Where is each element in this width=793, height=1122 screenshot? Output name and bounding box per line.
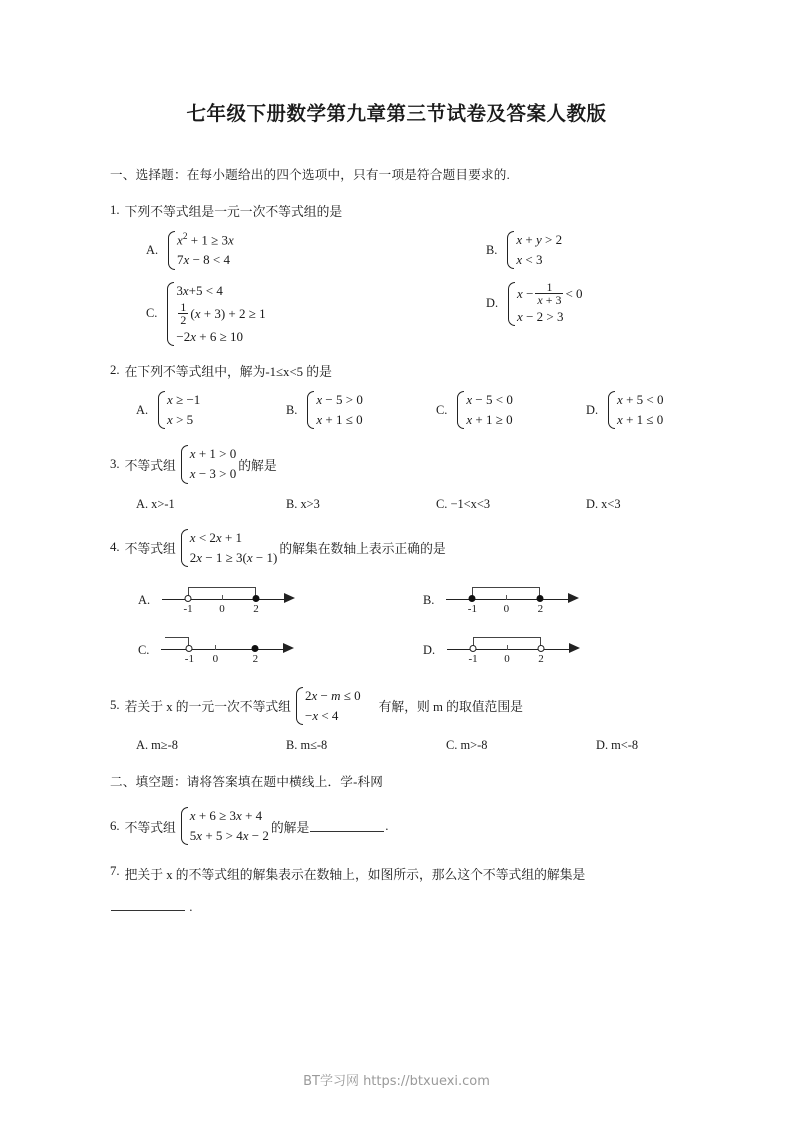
question-4-option-a[interactable]: A. -1 0 2 — [138, 582, 423, 620]
brace-icon — [504, 230, 513, 270]
arrow-head-icon — [569, 643, 580, 653]
tick-0 — [506, 595, 507, 600]
brace-icon — [605, 390, 614, 430]
question-2-number: 2. — [110, 362, 120, 377]
question-1-number: 1. — [110, 203, 120, 217]
question-7-trailing: . — [189, 900, 193, 915]
number-line-figure-a: -1 0 2 — [158, 582, 308, 620]
question-4-option-d[interactable]: D. -1 0 2 — [423, 632, 593, 670]
arrow-head-icon — [283, 643, 294, 653]
question-5-answer-a[interactable]: A. m≥-8 — [136, 738, 178, 753]
question-7-number: 7. — [110, 864, 120, 879]
math-system: x + 5 < 0 x + 1 ≤ 0 — [605, 390, 663, 430]
question-4 — [108, 528, 688, 670]
question-1 — [108, 201, 688, 347]
question-6-stem-suffix: 的解是 — [270, 820, 310, 835]
question-6-number: 6. — [110, 818, 120, 833]
question-6-stem-prefix: 不等式组 — [124, 820, 176, 835]
endpoint-filled-right — [537, 595, 544, 602]
axis-line — [447, 649, 571, 650]
page-title: 七年级下册数学第九章第三节试卷及答案人教版 — [186, 104, 607, 125]
question-2-stem: 在下列不等式组中，解为-1≤x<5 的是 — [124, 364, 332, 379]
question-3 — [108, 444, 688, 511]
question-4-option-c[interactable]: C. -1 0 2 — [138, 632, 423, 670]
endpoint-open-left — [470, 645, 477, 652]
question-4-stem-prefix: 不等式组 — [124, 542, 176, 557]
endpoint-filled-left — [469, 595, 476, 602]
question-7-stem: 把关于 x 的不等式组的解集表示在数轴上，如图所示，那么这个不等式组的解集是 — [124, 868, 586, 883]
endpoint-open-right — [538, 645, 545, 652]
footer-watermark: BT学习网 https://btxuexi.com — [303, 1074, 490, 1089]
math-system: x + 6 ≥ 3x + 4 5x + 5 > 4x − 2 — [178, 806, 269, 846]
endpoint-open-left — [186, 645, 193, 652]
brace-icon — [454, 390, 463, 430]
math-system: x − 5 > 0 x + 1 ≤ 0 — [304, 390, 362, 430]
question-6 — [108, 806, 688, 846]
question-2-option-b[interactable]: B. x − 5 > 0 x + 1 ≤ 0 — [286, 390, 436, 430]
brace-icon — [164, 281, 173, 347]
question-7 — [108, 864, 688, 915]
axis-line — [446, 599, 570, 600]
question-2-option-a[interactable]: A. x ≥ −1 x > 5 — [136, 390, 286, 430]
section-heading-choice: 一、选择题：在每小题给出的四个选项中，只有一项是符合题目要求的. — [110, 168, 510, 182]
brace-icon — [178, 444, 187, 484]
question-3-number: 3. — [110, 456, 120, 471]
math-system: x − 5 < 0 x + 1 ≥ 0 — [454, 390, 512, 430]
question-3-answer-d[interactable]: D. x<3 — [586, 496, 621, 511]
question-5-number: 5. — [110, 698, 120, 713]
section-heading-fill-blank: 二、填空题：请将答案填在题中横线上．学-科网 — [110, 775, 384, 790]
endpoint-open-left — [185, 595, 192, 602]
math-system: x + 1 > 0 x − 3 > 0 — [178, 444, 236, 484]
question-1-option-a[interactable]: A. $x^2 + 1 \ge 3x$ 7x − 8 < 4 — [146, 230, 236, 271]
tick-0 — [222, 595, 223, 600]
question-5-answer-c[interactable]: C. m>-8 — [446, 738, 488, 753]
number-line-figure-d: -1 0 2 — [443, 632, 593, 670]
tick-0 — [215, 645, 216, 650]
number-line-figure-c: -1 0 2 — [157, 632, 307, 670]
question-1-option-b[interactable]: B. x + y > 2 x < 3 — [486, 230, 564, 270]
answer-blank-6[interactable] — [310, 820, 384, 832]
number-line-figure-b: -1 0 2 — [442, 582, 592, 620]
question-6-trailing: . — [385, 818, 389, 833]
brace-icon — [165, 230, 174, 271]
question-5-answer-d[interactable]: D. m<-8 — [596, 738, 639, 753]
question-3-answer-b[interactable]: B. x>3 — [286, 496, 320, 511]
math-system: 3x+5 < 4 $\frac{1}{2}$ (x + 3) + 2 ≥ 1 −2x + 6 ≥ 10 — [164, 281, 265, 347]
answer-blank-7[interactable] — [111, 899, 185, 911]
question-1-option-c[interactable]: C. 3x+5 < 4 $\frac{1}{2}$ (x + 3) + 2 ≥ 1 −2x + 6 ≥ 10 — [146, 281, 268, 347]
question-5-stem-prefix: 若关于 x 的一元一次不等式组 — [124, 700, 291, 715]
arrow-head-icon — [568, 593, 579, 603]
question-2 — [108, 361, 688, 430]
math-system: x − $\frac{1}{x + 3}$ < 0 x − 2 > 3 — [505, 281, 582, 327]
math-system: x < 2x + 1 2x − 1 ≥ 3(x − 1) — [178, 528, 278, 568]
brace-icon — [304, 390, 313, 430]
math-system: x ≥ −1 x > 5 — [155, 390, 200, 430]
question-5-answer-b[interactable]: B. m≤-8 — [286, 738, 328, 753]
question-4-number: 4. — [110, 540, 120, 555]
math-system: $x^2 + 1 \ge 3x$ 7x − 8 < 4 — [165, 230, 234, 271]
question-5-stem-suffix: 有解，则 m 的取值范围是 — [378, 700, 523, 715]
question-3-stem-suffix: 的解是 — [238, 458, 277, 473]
math-system: x + y > 2 x < 3 — [504, 230, 562, 270]
axis-line — [162, 599, 286, 600]
math-system: 2x − m ≤ 0 −x < 4 — [293, 686, 361, 726]
arrow-head-icon — [284, 593, 295, 603]
brace-icon — [505, 281, 514, 327]
endpoint-filled-right — [253, 595, 260, 602]
question-1-options-row-1 — [108, 230, 688, 271]
document-body — [108, 160, 688, 915]
brace-icon — [178, 806, 187, 846]
question-1-stem: 下列不等式组是一元一次不等式组的是 — [124, 205, 343, 219]
fraction-one-over-x-plus-3: $\frac{1}{x + 3}$ — [537, 279, 562, 308]
brace-icon — [155, 390, 164, 430]
question-3-answer-a[interactable]: A. x>-1 — [136, 496, 175, 511]
question-1-option-d[interactable]: D. x − $\frac{1}{x + 3}$ < 0 x − 2 > 3 — [486, 281, 585, 327]
question-1-options-row-2 — [108, 281, 688, 347]
question-4-stem-suffix: 的解集在数轴上表示正确的是 — [279, 542, 446, 557]
question-2-option-c[interactable]: C. x − 5 < 0 x + 1 ≥ 0 — [436, 390, 586, 430]
question-2-option-d[interactable]: D. x + 5 < 0 x + 1 ≤ 0 — [586, 390, 666, 430]
brace-icon — [178, 528, 187, 568]
question-3-answer-c[interactable]: C. −1<x<3 — [436, 496, 491, 511]
brace-icon — [293, 686, 302, 726]
question-5 — [108, 686, 688, 753]
fraction-one-half: $\frac{1}{2}$ — [180, 299, 187, 328]
tick-0 — [507, 645, 508, 650]
question-4-option-b[interactable]: B. -1 0 2 — [423, 582, 592, 620]
question-3-stem-prefix: 不等式组 — [124, 458, 176, 473]
endpoint-filled-right — [252, 645, 259, 652]
axis-line — [161, 649, 285, 650]
